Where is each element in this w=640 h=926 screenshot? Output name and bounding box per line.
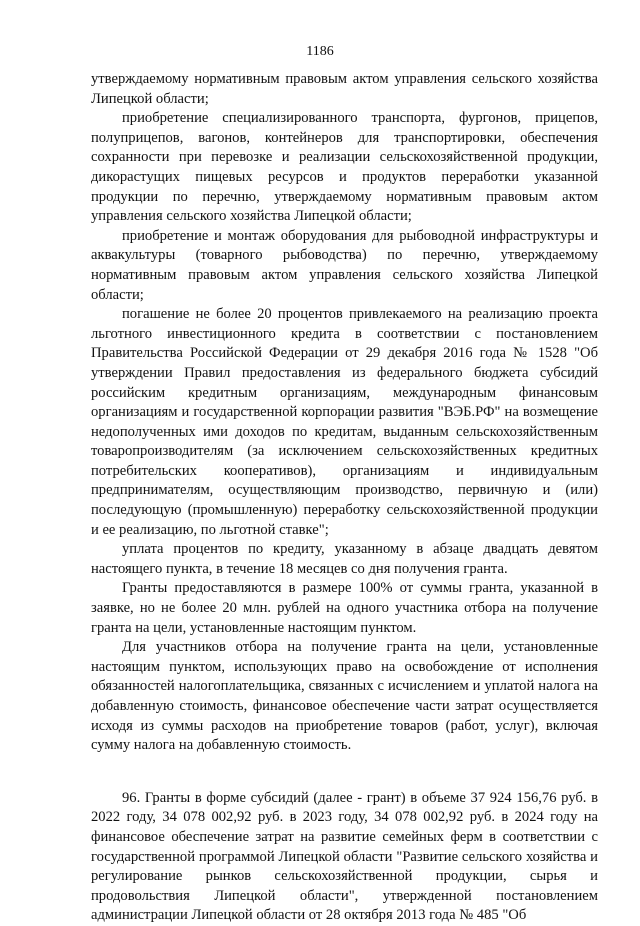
paragraph-grant-size: Гранты предоставляются в размере 100% от суммы гранта, указанной в заявке, но не более 20 млн. рублей на одного участника отбора на получение гранта на цели, установленные настоящим пунктом.: [91, 580, 598, 636]
paragraph-section-96: 96. Гранты в форме субсидий (далее - грант) в объеме 37 924 156,76 руб. в 2022 году, 34 078 002,92 руб. в 2023 году, 34 078 002,92 руб. в 2024 году на финансовое обеспечение затрат на развитие семейных ферм в соответствии с государственной программой Липецкой области "Развитие сельского хозяйства и регулирование рынков сельскохозяйственной продукции, сырья и продовольствия Липецкой области", утвержденной постановлением администрации Липецкой области от 28 октября 2013 года № 485 "Об: [91, 789, 598, 924]
paragraph-interest-payment: уплата процентов по кредиту, указанному в абзаце двадцать девятом настоящего пункта, в течение 18 месяцев со дня получения гранта.: [91, 541, 598, 577]
document-body: [91, 70, 598, 926]
section-gap: [91, 756, 598, 789]
paragraph-continuation: утверждаемому нормативным правовым актом управления сельского хозяйства Липецкой области;: [91, 71, 598, 107]
paragraph-loan-repayment: погашение не более 20 процентов привлекаемого на реализацию проекта льготного инвестиционного кредита в соответствии с постановлением Правительства Российской Федерации от 29 декабря 2016 года № 1528 "Об утверждении Правил предоставления из федерального бюджета субсидий российским кредитным организациям, международным финансовым организациям и государственной корпорации развития "ВЭБ.РФ" на возмещение недополученных ими доходов по кредитам, выданным сельскохозяйственным товаропроизводителям (за исключением сельскохозяйственных кредитных потребительских кооперативов), организациям и индивидуальным предпринимателям, осуществляющим производство, первичную и (или) последующую (промышленную) переработку сельскохозяйственной продукции и ее реализацию, по льготной ставке";: [91, 306, 598, 538]
page-number: 1186: [306, 44, 334, 59]
paragraph-transport: приобретение специализированного транспорта, фургонов, прицепов, полуприцепов, вагонов, контейнеров для транспортировки, обеспечения сохранности при перевозке и реализации сельскохозяйственной продукции, дикорастущих пищевых ресурсов и продуктов переработки указанной продукции по перечню, утверждаемому нормативным правовым актом управления сельского хозяйства Липецкой области;: [91, 110, 598, 225]
paragraph-fish-equipment: приобретение и монтаж оборудования для рыбоводной инфраструктуры и аквакультуры (товарного рыбоводства) по перечню, утверждаемому нормативным правовым актом управления сельского хозяйства Липецкой области;: [91, 227, 598, 303]
paragraph-vat-exemption: Для участников отбора на получение гранта на цели, установленные настоящим пунктом, использующих право на освобождение от исполнения обязанностей налогоплательщика, связанных с исчислением и уплатой налога на добавленную стоимость, финансовое обеспечение части затрат осуществляется исходя из суммы расходов на приобретение товаров (работ, услуг), включая сумму налога на добавленную стоимость.: [91, 639, 598, 754]
